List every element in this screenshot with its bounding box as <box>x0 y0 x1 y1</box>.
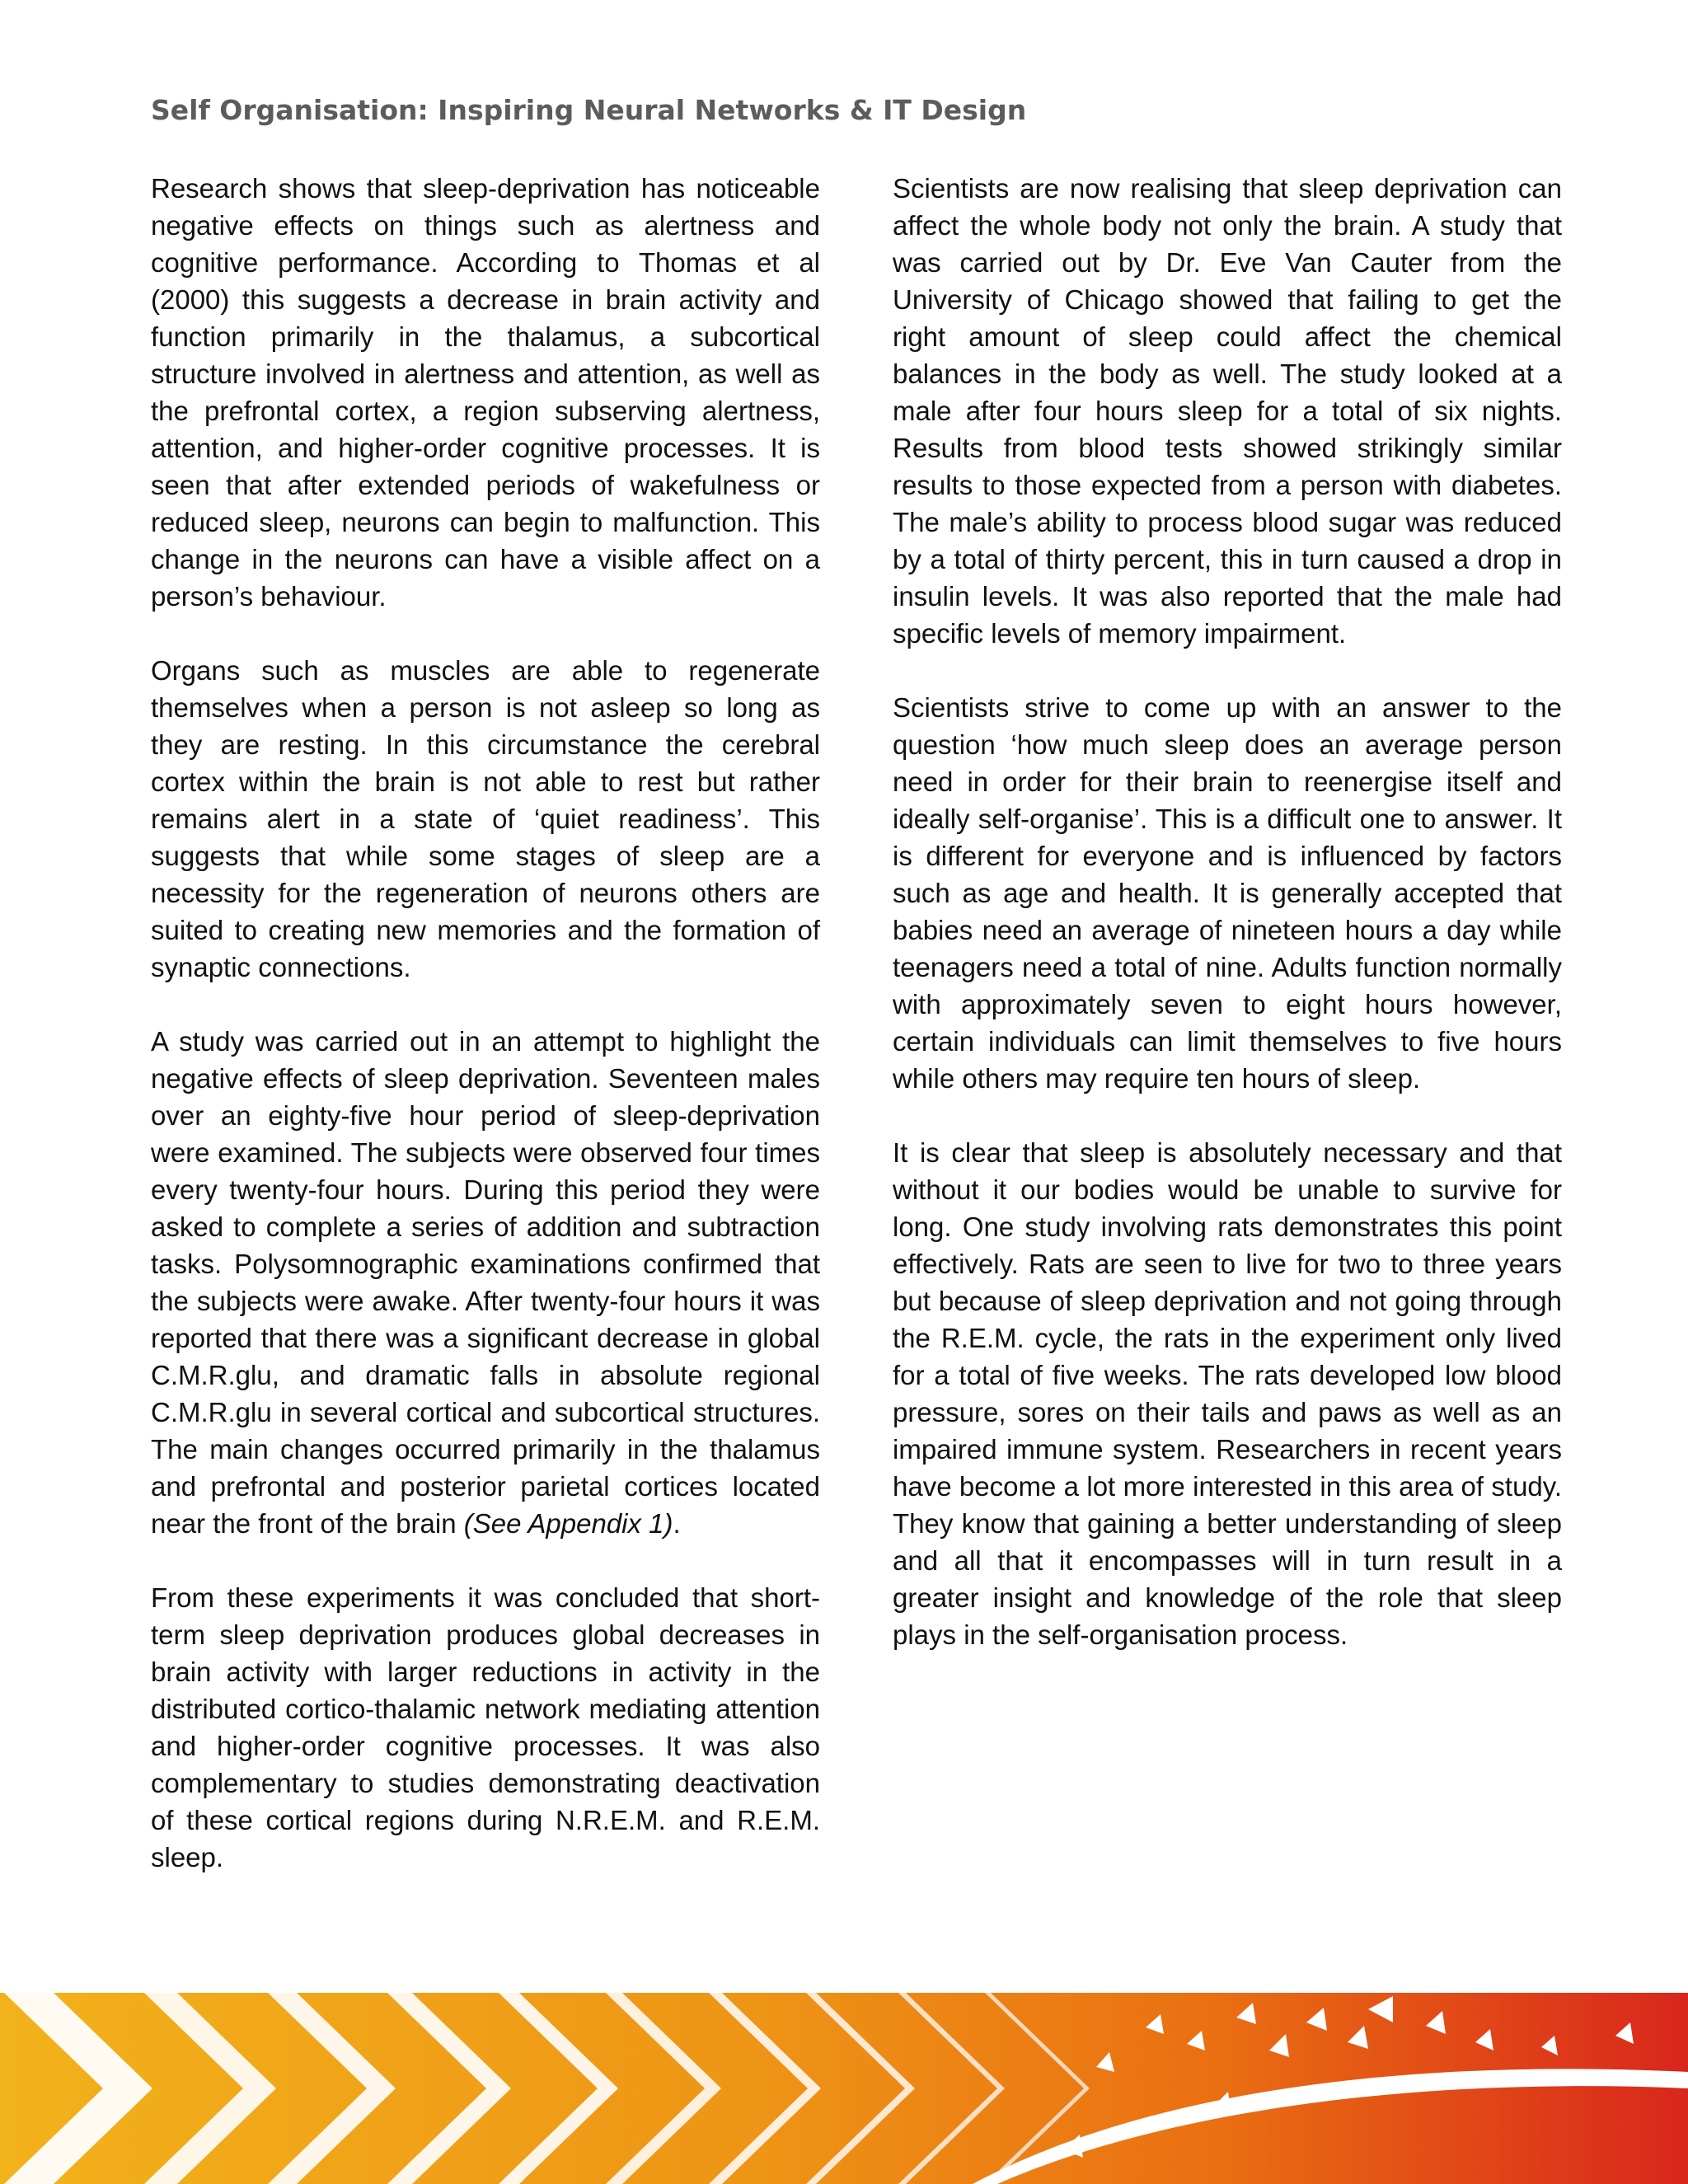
paragraph-whole-body-effects: Scientists are now realising that sleep deprivation can affect the whole body not only the brain. A study that was carried out by Dr. Eve Van Cauter from the University of Chicago showed that failing to get the right amount of sleep could affect the chemical balances in the body as well. The study looked at a male after four hours sleep for a total of six nights. Results from blood tests showed strikingly similar results to those expected from a person with diabetes. The male’s ability to process blood sugar was reduced by a total of thirty percent, this in turn caused a drop in insulin levels. It was also reported that the male had specific levels of memory impairment. <box>893 173 1562 649</box>
right-text-column <box>893 170 1562 1653</box>
footer-banner <box>0 1993 1688 2184</box>
paragraph-seventeen-males-study <box>151 1023 820 1542</box>
paragraph-rat-study: It is clear that sleep is absolutely necessary and that without it our bodies would be unable to survive for long. One study involving rats demonstrates this point effectively. Rats are seen to live for two to three years but because of sleep deprivation and not going through the R.E.M. cycle, the rats in the experiment only lived for a total of five weeks. The rats developed low blood pressure, sores on their tails and paws as well as an impaired immune system. Researchers in recent years have become a lot more interested in this area of study. They know that gaining a better understanding of sleep and all that it encompasses will in turn result in a greater insight and knowledge of the role that sleep plays in the self-organisation process. <box>893 1137 1562 1650</box>
study-text-end: . <box>673 1508 681 1539</box>
left-text-column <box>151 170 820 1876</box>
footer-banner-graphic <box>0 1993 1688 2184</box>
study-text: A study was carried out in an attempt to highlight the negative effects of sleep deprivation. Seventeen males over an eighty-five hour period of sleep-deprivation were examined. The subjects were observed four times every twenty-four hours. During this period they were asked to complete a series of addition and subtraction tasks. Polysomnographic examinations confirmed that the subjects were awake. After twenty-four hours it was reported that there was a significant decrease in global C.M.R.glu, and dramatic falls in absolute regional C.M.R.glu in several cortical and subcortical structures. The main changes occurred primarily in the thalamus and prefrontal and posterior parietal cortices located near the front of the brain <box>151 1026 820 1539</box>
appendix-reference: (See Appendix 1) <box>463 1508 673 1539</box>
paragraph-how-much-sleep: Scientists strive to come up with an answer to the question ‘how much sleep does an average person need in order for their brain to reenergise itself and ideally self-organise’. This is a difficult one to answer. It is different for everyone and is influenced by factors such as age and health. It is generally accepted that babies need an average of nineteen hours a day while teenagers need a total of nine. Adults function normally with approximately seven to eight hours however, certain individuals can limit themselves to five hours while others may require ten hours of sleep. <box>893 692 1562 1094</box>
page-header-title: Self Organisation: Inspiring Neural Networks & IT Design <box>151 94 1027 126</box>
paragraph-experiment-conclusion: From these experiments it was concluded that short-term sleep deprivation produces global decreases in brain activity with larger reductions in activity in the distributed cortico-thalamic network mediating attention and higher-order cognitive processes. It was also complementary to studies demonstrating deactivation of these cortical regions during N.R.E.M. and R.E.M. sleep. <box>151 1582 820 1872</box>
paragraph-sleep-deprivation-effects: Research shows that sleep-deprivation has noticeable negative effects on things such as alertness and cognitive performance. According to Thomas et al (2000) this suggests a decrease in brain activity and function primarily in the thalamus, a subcortical structure involved in alertness and attention, as well as the prefrontal cortex, a region subserving alertness, attention, and higher-order cognitive processes. It is seen that after extended periods of wakefulness or reduced sleep, neurons can begin to malfunction. This change in the neurons can have a visible affect on a person’s behaviour. <box>151 173 820 612</box>
paragraph-organ-regeneration: Organs such as muscles are able to regenerate themselves when a person is not asleep so long as they are resting. In this circumstance the cerebral cortex within the brain is not able to rest but rather remains alert in a state of ‘quiet readiness’. This suggests that while some stages of sleep are a necessity for the regeneration of neurons others are suited to creating new memories and the formation of synaptic connections. <box>151 655 820 982</box>
